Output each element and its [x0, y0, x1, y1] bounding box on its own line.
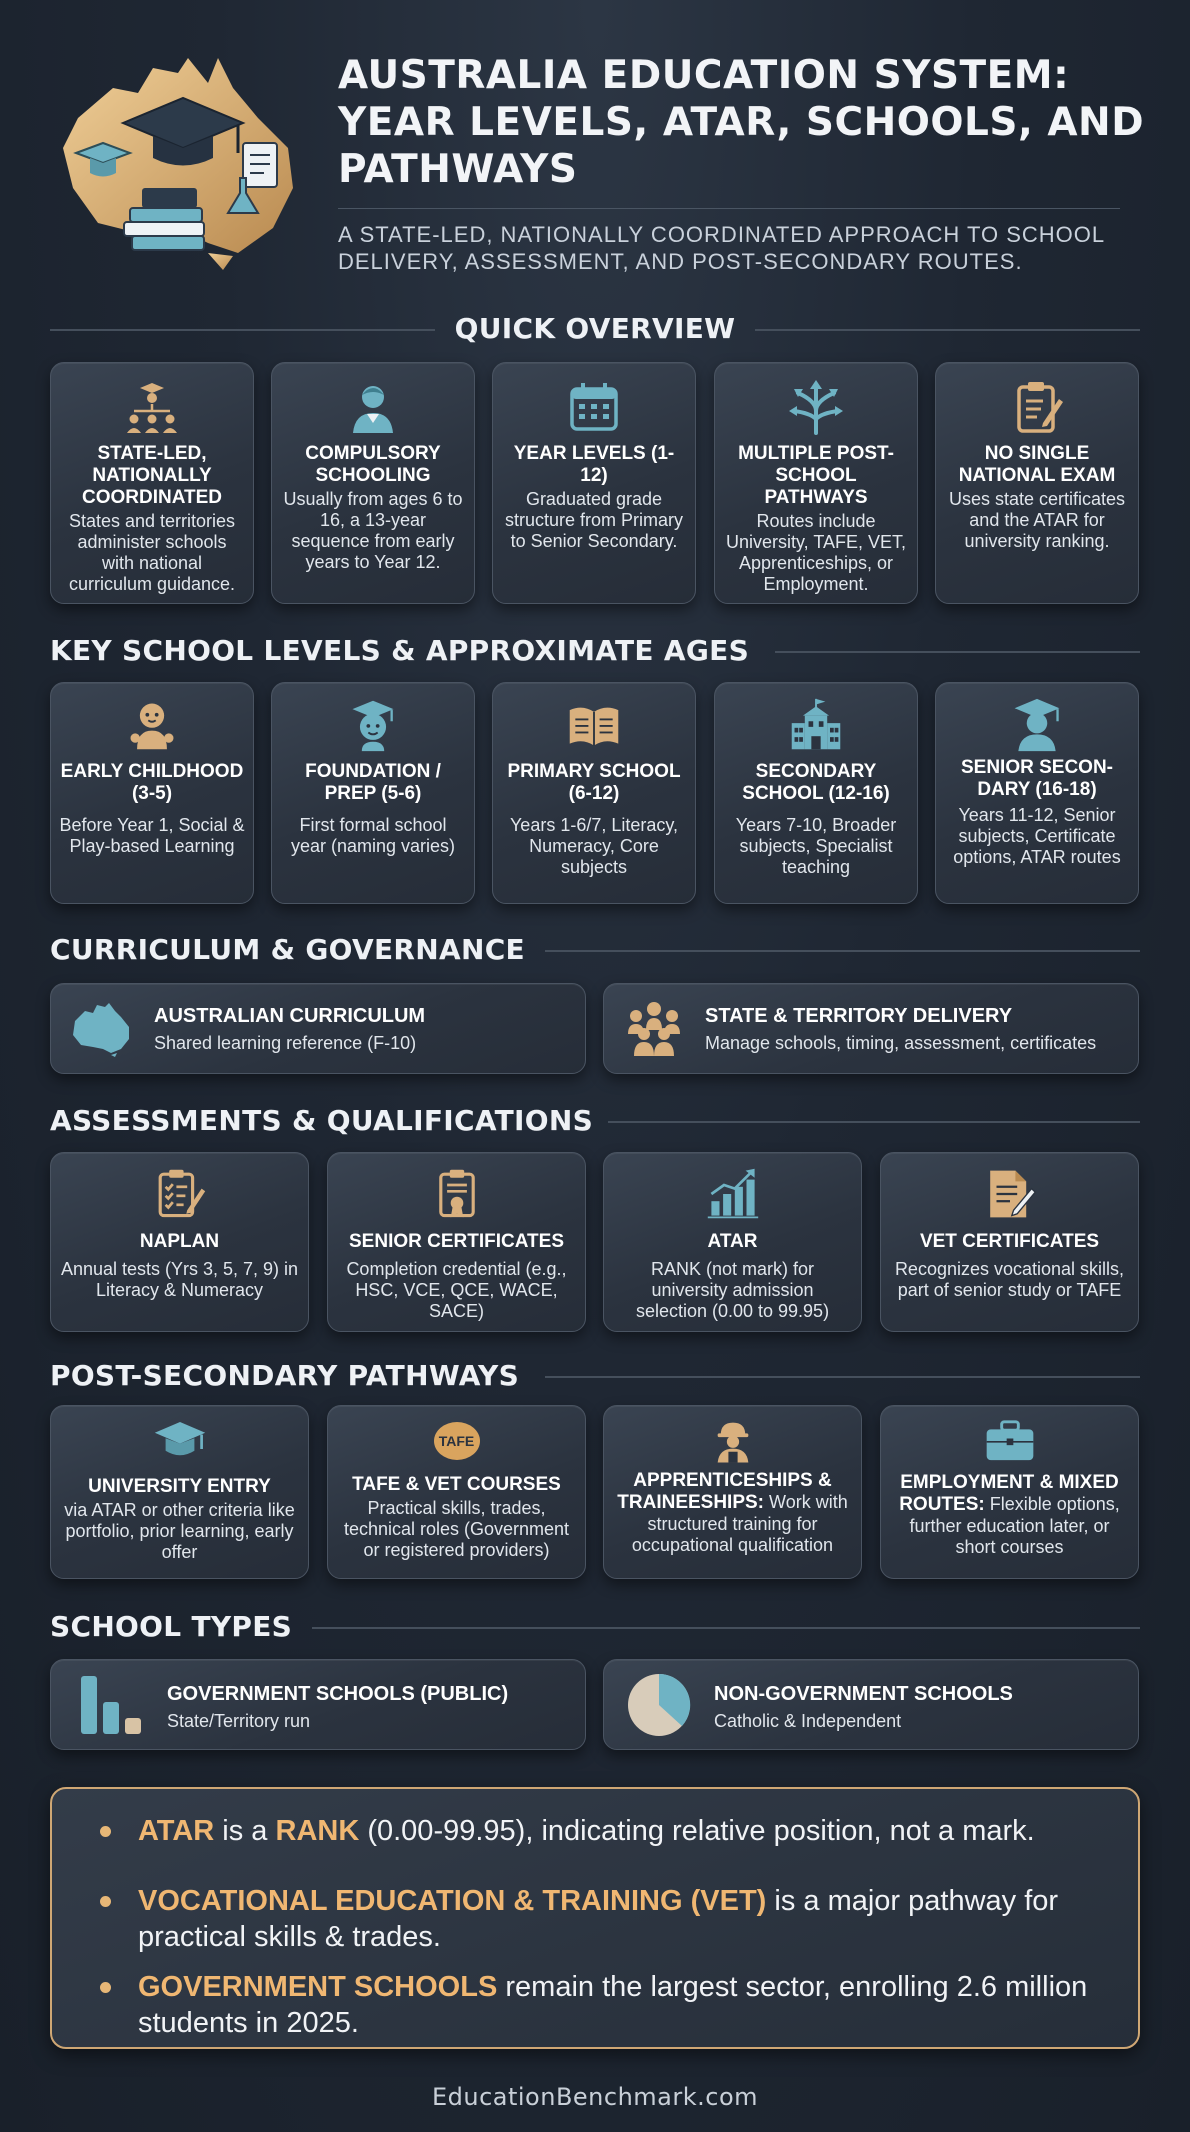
card-description: Routes include University, TAFE, VET, Apprenticeships, or Employment.: [725, 511, 907, 594]
briefcase-icon: [985, 1420, 1035, 1462]
child-graduate-icon: [345, 697, 401, 753]
card-title: EARLY CHILDHOOD (3-5): [60, 761, 244, 804]
footer-site-name: EducationBenchmark.com: [431, 2083, 759, 2111]
level-card-primary: [492, 682, 696, 904]
fact-highlight: ATAR: [138, 1815, 215, 1847]
fact-text: is a major pathway for practical skills & trades.: [138, 1885, 1059, 1953]
assessments-heading-row: [50, 1101, 1140, 1141]
card-title: NON-GOVERNMENT SCHOOLS: [714, 1683, 1013, 1705]
card-text: [881, 1472, 1138, 1558]
card-description: Flexible options, further education later, or short courses: [909, 1494, 1120, 1557]
card-description: First formal school year (naming varies): [290, 815, 456, 856]
page-subtitle: A STATE-LED, NATIONALLY COORDINATED APPROACH TO SCHOOL DELIVERY, ASSESSMENT, AND POST-SECONDARY ROUTES.: [338, 222, 1105, 274]
quick-overview-heading: QUICK OVERVIEW: [454, 312, 736, 345]
heading-rule: [545, 950, 1140, 952]
card-title: STATE-LED, NATIONALLY COORDINATED: [81, 443, 223, 508]
card-title: VET CERTIFICATES: [919, 1231, 1100, 1252]
card-title: TAFE & VET COURSES: [352, 1474, 561, 1495]
card-title: APPRENTICESHIPS & TRAINEESHIPS:: [617, 1470, 832, 1513]
card-title: EMPLOYMENT & MIXED ROUTES:: [899, 1472, 1119, 1515]
fact-text: remain the largest sector, enrolling 2.6 million students in 2025.: [138, 1971, 1088, 2039]
open-book-icon: [566, 697, 622, 753]
card-title: COMPULSORY SCHOOLING: [305, 443, 441, 486]
heading-rule: [545, 1376, 1140, 1378]
card-description: Completion credential (e.g., HSC, VCE, QCE, WACE, SACE): [346, 1259, 567, 1321]
pathway-card-employment: [880, 1405, 1139, 1579]
card-description: Years 7-10, Broader subjects, Specialist teaching: [735, 815, 897, 877]
fact-text: is a: [214, 1815, 276, 1847]
graduation-cap-icon: [153, 1420, 207, 1460]
curriculum-card-australian-curriculum: [50, 983, 586, 1074]
card-title: SECONDARY SCHOOL (12-16): [742, 761, 890, 804]
bullet: [100, 1826, 111, 1837]
curriculum-heading: CURRICULUM & GOVERNANCE: [50, 933, 525, 966]
worker-helmet-icon: [710, 1418, 756, 1464]
bullet: [100, 1982, 111, 1993]
card-title: SENIOR SECON-DARY (16-18): [960, 757, 1114, 800]
card-description: Usually from ages 6 to 16, a 13-year sequence from early years to Year 12.: [283, 489, 463, 572]
title-divider: [338, 208, 1120, 209]
overview-card-pathways: [714, 362, 918, 604]
overview-card-year-levels: [492, 362, 696, 604]
fact-text: (0.00-99.95), indicating relative position, not a mark.: [359, 1815, 1035, 1847]
school-types-heading-row: [50, 1607, 1140, 1647]
certificate-icon: [430, 1167, 484, 1221]
card-title: NAPLAN: [139, 1231, 220, 1252]
fact-item: [138, 1969, 1098, 2041]
document-pen-icon: [983, 1167, 1037, 1221]
card-title: PRIMARY SCHOOL (6-12): [507, 761, 681, 804]
card-description: RANK (not mark) for university admission selection (0.00 to 99.95): [635, 1259, 830, 1321]
page-title: AUSTRALIA EDUCATION SYSTEM: YEAR LEVELS, ATAR, SCHOOLS, AND PATHWAYS: [338, 53, 1145, 192]
curriculum-heading-row: [50, 930, 1140, 970]
bullet: [100, 1896, 111, 1907]
key-facts-box: [50, 1787, 1140, 2049]
assessments-heading: ASSESSMENTS & QUALIFICATIONS: [50, 1104, 594, 1137]
pathways-heading: POST-SECONDARY PATHWAYS: [50, 1359, 520, 1392]
card-description: Years 11-12, Senior subjects, Certificate options, ATAR routes: [953, 805, 1121, 867]
school-type-card-non-government: [603, 1659, 1139, 1750]
card-description: Recognizes vocational skills, part of senior study or TAFE: [894, 1259, 1125, 1300]
bar-graph-icon: [77, 1672, 147, 1738]
heading-rule: [608, 1121, 1140, 1123]
card-description: States and territories administer schools with national curriculum guidance.: [68, 511, 236, 594]
checklist-icon: [153, 1167, 207, 1221]
levels-heading: KEY SCHOOL LEVELS & APPROXIMATE AGES: [50, 634, 750, 667]
card-description: Practical skills, trades, technical roles (Government or registered providers): [343, 1498, 570, 1560]
quick-overview-heading-row: [50, 309, 1140, 349]
pathway-card-tafe: [327, 1405, 586, 1579]
card-title: UNIVERSITY ENTRY: [88, 1476, 271, 1497]
fact-item: [138, 1813, 1098, 1849]
baby-icon: [124, 697, 180, 753]
branching-arrows-icon: [786, 377, 846, 437]
pie-chart-icon: [626, 1672, 692, 1738]
school-types-heading: SCHOOL TYPES: [50, 1610, 293, 1643]
fact-highlight: VOCATIONAL EDUCATION & TRAINING (VET): [138, 1885, 767, 1917]
student-icon: [343, 377, 403, 437]
overview-card-no-exam: [935, 362, 1139, 604]
card-title: YEAR LEVELS (1-12): [513, 443, 675, 486]
card-text: [604, 1470, 861, 1556]
graduate-icon: [1009, 697, 1065, 753]
australia-map-icon: [69, 1001, 133, 1057]
heading-rule-right: [755, 329, 1140, 331]
fact-highlight: GOVERNMENT SCHOOLS: [138, 1971, 498, 2003]
tafe-badge-icon: TAFE: [434, 1422, 480, 1460]
card-title: SENIOR CERTIFICATES: [349, 1231, 564, 1252]
level-card-foundation: [271, 682, 475, 904]
overview-card-state-led: [50, 362, 254, 604]
card-title: FOUNDATION / PREP (5-6): [305, 761, 441, 804]
pathways-heading-row: [50, 1356, 1140, 1396]
card-description: via ATAR or other criteria like portfolio, prior learning, early offer: [64, 1500, 295, 1562]
card-title: GOVERNMENT SCHOOLS (PUBLIC): [167, 1683, 509, 1705]
curriculum-card-state-delivery: [603, 983, 1139, 1074]
card-description: Uses state certificates and the ATAR for university ranking.: [948, 489, 1126, 551]
card-description: Manage schools, timing, assessment, certificates: [705, 1033, 1097, 1053]
card-description: Graduated grade structure from Primary to Senior Secondary.: [504, 489, 684, 551]
fact-highlight: RANK: [275, 1815, 360, 1847]
card-description: Years 1-6/7, Literacy, Numeracy, Core subjects: [509, 815, 679, 877]
level-card-secondary: [714, 682, 918, 904]
fact-item: [138, 1883, 1098, 1955]
card-title: ATAR: [707, 1231, 758, 1252]
assessment-card-naplan: [50, 1152, 309, 1332]
people-group-icon: [624, 1000, 684, 1058]
assessment-card-vet-certificates: [880, 1152, 1139, 1332]
overview-card-compulsory: [271, 362, 475, 604]
card-description: Catholic & Independent: [714, 1711, 902, 1731]
card-description: Before Year 1, Social & Play-based Learning: [59, 815, 245, 856]
levels-heading-row: [50, 631, 1140, 671]
bar-chart-icon: [706, 1167, 760, 1221]
header: [0, 0, 1190, 300]
card-description: Work with structured training for occupational qualification: [631, 1492, 848, 1555]
heading-rule: [775, 651, 1140, 653]
card-title: NO SINGLE NATIONAL EXAM: [958, 443, 1116, 486]
assessment-card-atar: [603, 1152, 862, 1332]
calendar-icon: [564, 377, 624, 437]
school-building-icon: [788, 697, 844, 753]
clipboard-icon: [1007, 377, 1067, 437]
card-description: Shared learning reference (F-10): [154, 1033, 417, 1053]
card-description: State/Territory run: [167, 1711, 311, 1731]
pathway-card-apprenticeships: [603, 1405, 862, 1579]
assessment-card-senior-certificates: [327, 1152, 586, 1332]
card-title: MULTIPLE POST-SCHOOL PATHWAYS: [738, 443, 894, 508]
card-title: STATE & TERRITORY DELIVERY: [705, 1005, 1013, 1027]
australia-education-logo: [58, 48, 308, 283]
heading-rule: [312, 1627, 1140, 1629]
card-title: AUSTRALIAN CURRICULUM: [154, 1005, 426, 1027]
card-description: Annual tests (Yrs 3, 5, 7, 9) in Literacy & Numeracy: [60, 1259, 299, 1300]
level-card-early-childhood: [50, 682, 254, 904]
hierarchy-icon: [122, 377, 182, 437]
level-card-senior-secondary: [935, 682, 1139, 904]
pathway-card-university: [50, 1405, 309, 1579]
school-type-card-government: [50, 1659, 586, 1750]
